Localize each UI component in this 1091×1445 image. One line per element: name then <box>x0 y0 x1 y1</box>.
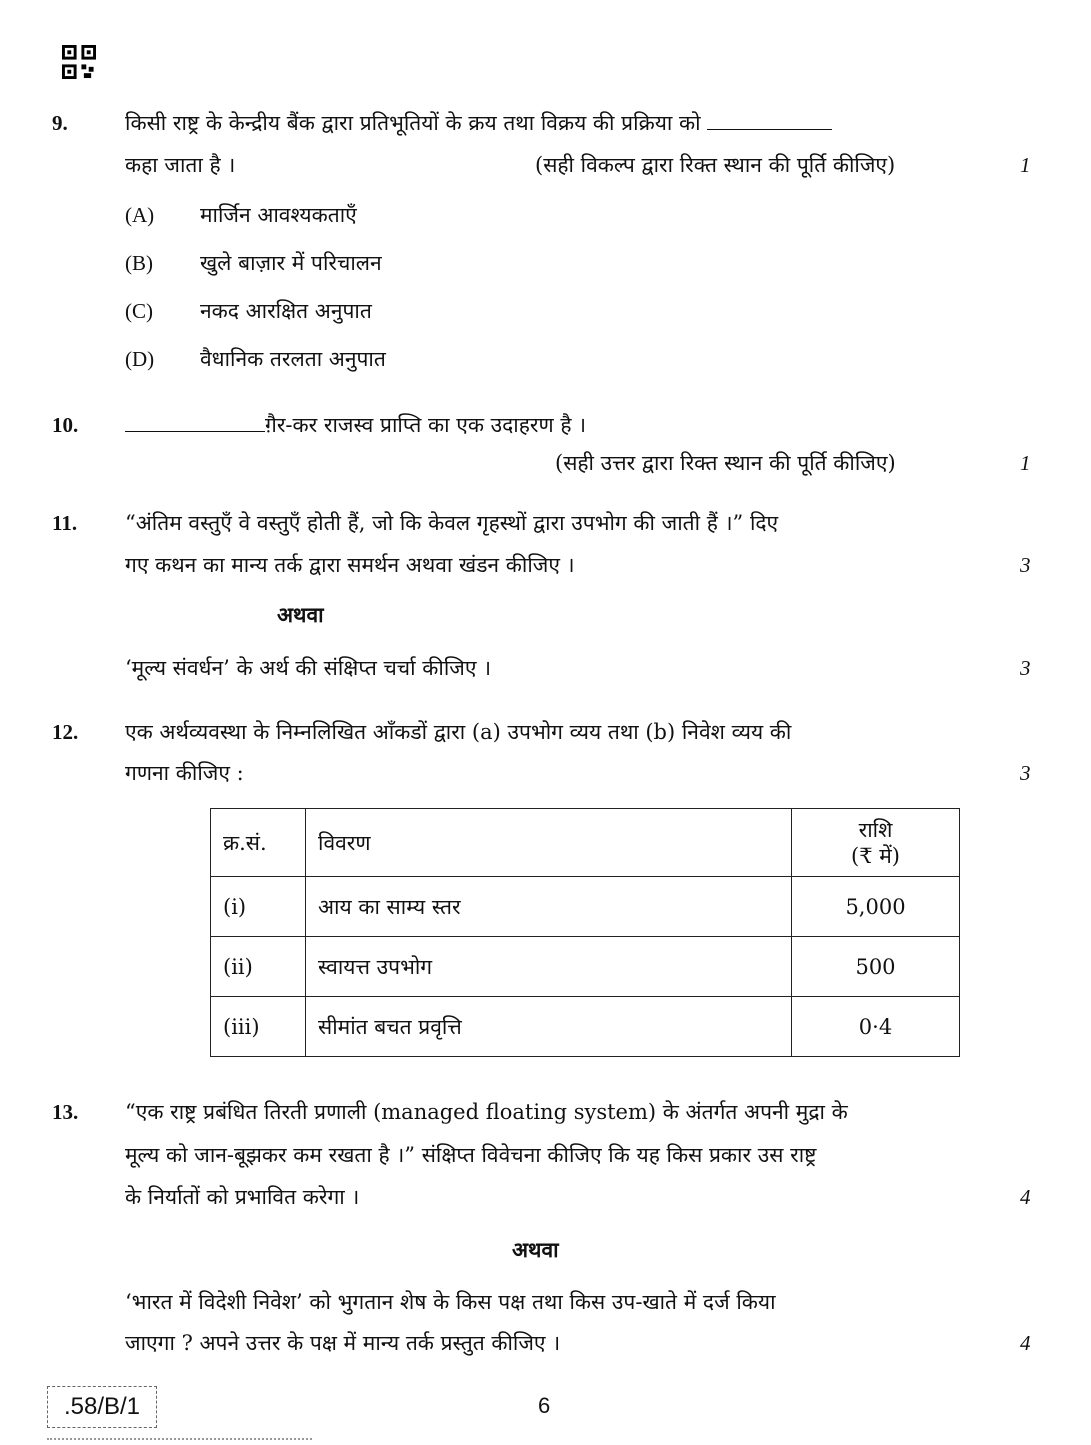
table-row <box>211 877 960 937</box>
header-line: (₹ में) <box>851 843 900 868</box>
marks: 4 <box>1020 1185 1031 1209</box>
question-text-line: किसी राष्ट्र के केन्द्रीय बैंक द्वारा प्रतिभूतियों के क्रय तथा विक्रय की प्रक्रिया को <box>125 111 701 135</box>
table-cell: 5,000 <box>792 877 960 937</box>
question-instruction: (सही उत्तर द्वारा रिक्त स्थान की पूर्ति कीजिए) <box>555 451 896 475</box>
option-label: (D) <box>125 347 155 371</box>
question-9-text <box>125 108 832 138</box>
option-text: वैधानिक तरलता अनुपात <box>200 347 386 371</box>
data-table <box>210 808 960 1057</box>
question-text-line: जाएगा ? अपने उत्तर के पक्ष में मान्य तर्क प्रस्तुत कीजिए । <box>125 1331 561 1355</box>
question-instruction: (सही विकल्प द्वारा रिक्त स्थान की पूर्ति कीजिए) <box>535 153 896 177</box>
question-text-line: ‘मूल्य संवर्धन’ के अर्थ की संक्षिप्त चर्चा कीजिए । <box>125 656 492 680</box>
or-heading: अथवा <box>512 1237 559 1262</box>
or-heading: अथवा <box>277 602 324 627</box>
table-cell: 0·4 <box>792 997 960 1057</box>
option-b <box>125 248 382 278</box>
table-cell: सीमांत बचत प्रवृत्ति <box>306 997 792 1057</box>
question-text-line: ‘भारत में विदेशी निवेश’ को भुगतान शेष के किस पक्ष तथा किस उप-खाते में दर्ज किया <box>125 1290 776 1314</box>
question-text-line: गणना कीजिए : <box>125 761 244 785</box>
option-a <box>125 200 357 230</box>
option-text: खुले बाज़ार में परिचालन <box>200 251 382 275</box>
question-text-line: “अंतिम वस्तुएँ वे वस्तुएँ होती हैं, जो कि केवल गृहस्थों द्वारा उपभोग की जाती हैं ।” दिए <box>125 511 779 535</box>
table-row <box>211 937 960 997</box>
marks: 1 <box>1020 451 1031 475</box>
table-cell: (iii) <box>211 997 306 1057</box>
option-label: (A) <box>125 203 155 227</box>
question-text-line: के निर्यातों को प्रभावित करेगा । <box>125 1185 360 1209</box>
blank-line <box>707 109 832 130</box>
question-text-line: गए कथन का मान्य तर्क द्वारा समर्थन अथवा खंडन कीजिए । <box>125 553 575 577</box>
question-text-line: एक अर्थव्यवस्था के निम्नलिखित आँकडों द्वारा (a) उपभोग व्यय तथा (b) निवेश व्यय की <box>125 720 792 744</box>
question-number: 11. <box>52 511 78 535</box>
footer-divider <box>47 1438 312 1440</box>
qr-code-icon <box>62 45 96 79</box>
marks: 3 <box>1020 553 1031 577</box>
table-cell: 500 <box>792 937 960 997</box>
table-header <box>792 809 960 877</box>
question-text-line: कहा जाता है । <box>125 153 236 177</box>
header-line: राशि <box>858 817 893 842</box>
question-number: 13. <box>52 1100 79 1124</box>
table-header: विवरण <box>306 809 792 877</box>
table-cell: (i) <box>211 877 306 937</box>
question-text-line: मूल्य को जान-बूझकर कम रखता है ।” संक्षिप्त विवेचना कीजिए कि यह किस प्रकार उस राष्ट्र <box>125 1143 817 1167</box>
table-header-row <box>211 809 960 877</box>
question-number: 10. <box>52 413 79 437</box>
blank-line <box>125 411 265 432</box>
table-row <box>211 997 960 1057</box>
marks: 1 <box>1020 153 1031 177</box>
paper-code: .58/B/1 <box>47 1386 157 1428</box>
marks: 3 <box>1020 761 1031 785</box>
table-cell: स्वायत्त उपभोग <box>306 937 792 997</box>
table-cell: आय का साम्य स्तर <box>306 877 792 937</box>
option-c <box>125 296 372 326</box>
option-label: (B) <box>125 251 153 275</box>
marks: 4 <box>1020 1331 1031 1355</box>
question-text-line: “एक राष्ट्र प्रबंधित तिरती प्रणाली (managed floating system) के अंतर्गत अपनी मुद्रा के <box>125 1100 848 1124</box>
question-10-text <box>125 410 586 440</box>
page-number: 6 <box>538 1393 551 1418</box>
table-cell: (ii) <box>211 937 306 997</box>
option-label: (C) <box>125 299 153 323</box>
option-text: नकद आरक्षित अनुपात <box>200 299 372 323</box>
table-header: क्र.सं. <box>211 809 306 877</box>
question-number: 12. <box>52 720 79 744</box>
option-text: मार्जिन आवश्यकताएँ <box>200 203 357 227</box>
question-number: 9. <box>52 111 68 135</box>
question-text-line: ग़ैर-कर राजस्व प्राप्ति का एक उदाहरण है । <box>265 413 587 437</box>
marks: 3 <box>1020 656 1031 680</box>
option-d <box>125 344 386 374</box>
